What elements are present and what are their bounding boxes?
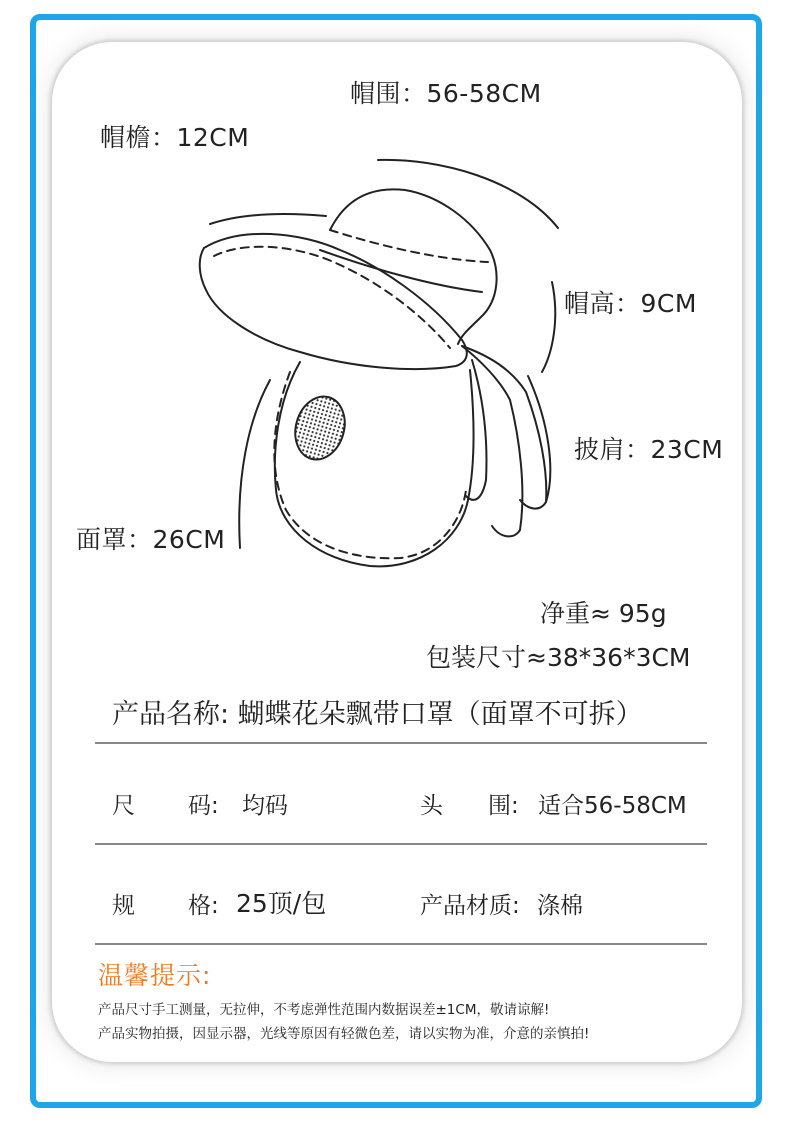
brim-label: 帽檐：12CM (100, 123, 250, 152)
spec-label-b: 格: (188, 893, 219, 919)
hat-line-drawing (180, 140, 580, 580)
spec-label-a: 规 (112, 893, 135, 919)
package-size: 包装尺寸≈38*36*3CM (426, 643, 691, 672)
mesh-patch (288, 391, 352, 466)
divider-2 (95, 843, 707, 845)
product-name: 产品名称: 蝴蝶花朵飘带口罩（面罩不可拆） (112, 699, 643, 730)
height-label: 帽高：9CM (564, 289, 697, 318)
brim-arc (210, 214, 326, 224)
circumference-arc (378, 160, 558, 228)
material-value: 涤棉 (537, 893, 583, 919)
notice-line-1: 产品尺寸手工测量，无拉伸，不考虑弹性范围内数据误差±1CM，敬请谅解! (98, 1002, 550, 1018)
divider-3 (95, 943, 707, 945)
net-weight: 净重≈ 95g (540, 599, 667, 628)
head-value: 适合56-58CM (538, 793, 687, 819)
hat-crown (330, 189, 497, 344)
material-label: 产品材质: (420, 893, 520, 919)
mask-arc (239, 380, 270, 548)
notice-line-2: 产品实物拍摄，因显示器，光线等原因有轻微色差，请以实物为准，介意的亲慎拍! (98, 1026, 590, 1042)
divider-1 (95, 742, 707, 744)
head-label-a: 头 (420, 793, 443, 819)
head-label-b: 围: (488, 793, 519, 819)
spec-value: 25顶/包 (236, 889, 327, 918)
size-label-a: 尺 (112, 793, 135, 819)
height-arc (542, 282, 555, 372)
circumference-label: 帽围：56-58CM (350, 79, 542, 108)
size-label-b: 码: (188, 793, 219, 819)
cape-label: 披肩：23CM (574, 435, 724, 464)
notice-title: 温馨提示: (98, 961, 212, 990)
size-value: 均码 (242, 793, 288, 819)
mask-label: 面罩：26CM (76, 525, 226, 554)
